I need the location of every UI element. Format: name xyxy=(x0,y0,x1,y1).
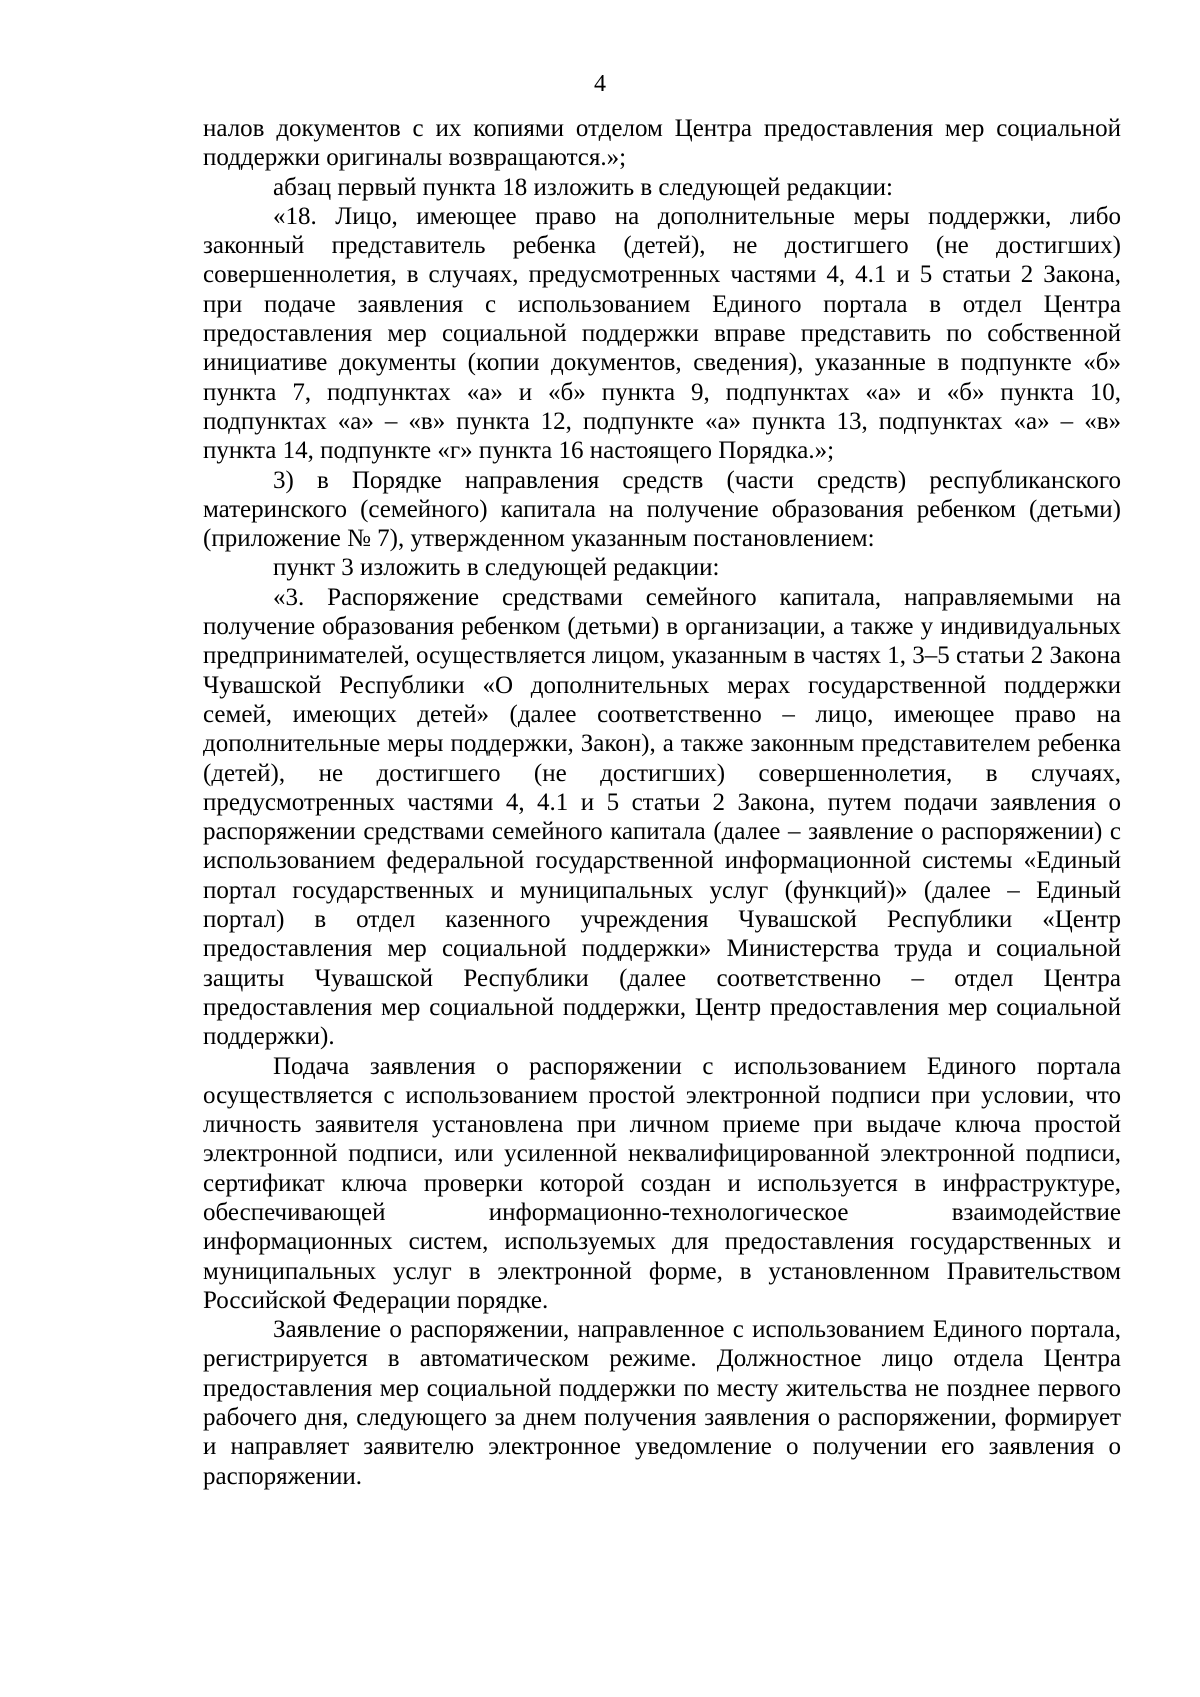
paragraph: абзац первый пункта 18 изложить в следующей редакции: xyxy=(273,173,893,201)
paragraph: «3. Распоряжение средствами семейного капитала, направляемыми на получение образования ребенком (детьми) в организации, а также у индивидуальных предпринимателей, осуществляется лицом, указанным в частях 1, 3–5 статьи 2 Закона Чувашской Республики «О дополнительных мерах государственной поддержки семей, имеющих детей» (далее соответственно – лицо, имеющее право на дополнительные меры поддержки, Закон), а также законным представителем ребенка (детей), не достигшего (не достигших) совершеннолетия, в случаях, предусмотренных частями 4, 4.1 и 5 статьи 2 Закона, путем подачи заявления о распоряжении средствами семейного капитала (далее – заявление о распоряжении) с использованием федеральной государственной информационной системы «Единый портал государственных и муниципальных услуг (функций)» (далее – Единый портал) в отдел казенного учреждения Чувашской Республики «Центр предоставления мер социальной поддержки» Министерства труда и социальной защиты Чувашской Республики (далее соответственно – отдел Центра предоставления мер социальной поддержки, Центр предоставления мер социальной поддержки). xyxy=(203,583,1121,1051)
paragraph: пункт 3 изложить в следующей редакции: xyxy=(273,554,720,582)
paragraph-continuation: налов документов с их копиями отделом Центра предоставления мер социальной поддержки оригиналы возвращаются.»; xyxy=(203,115,1121,172)
paragraph: «18. Лицо, имеющее право на дополнительные меры поддержки, либо законный представитель ребенка (детей), не достигшего (не достигших) совершеннолетия, в случаях, предусмотренных частями 4, 4.1 и 5 статьи 2 Закона, при подаче заявления с использованием Единого портала в отдел Центра предоставления мер социальной поддержки вправе представить по собственной инициативе документы (копии документов, сведения), указанные в подпункте «б» пункта 7, подпунктах «а» и «б» пункта 9, подпунктах «а» и «б» пункта 10, подпунктах «а» – «в» пункта 12, подпункте «а» пункта 13, подпунктах «а» – «в» пункта 14, подпункте «г» пункта 16 настоящего Порядка.»; xyxy=(203,202,1121,465)
page-number: 4 xyxy=(594,71,606,97)
paragraph: Заявление о распоряжении, направленное с использованием Единого портала, регистрируется в автоматическом режиме. Должностное лицо отдела Центра предоставления мер социальной поддержки по месту жительства не позднее первого рабочего дня, следующего за днем получения заявления о распоряжении, формирует и направляет заявителю электронное уведомление о получении его заявления о распоряжении. xyxy=(203,1316,1121,1490)
paragraph: Подача заявления о распоряжении с использованием Единого портала осуществляется с использованием простой электронной подписи при условии, что личность заявителя установлена при личном приеме при выдаче ключа простой электронной подписи, или усиленной неквалифицированной электронной подписи, сертификат ключа проверки которой создан и используется в инфраструктуре, обеспечивающей информационно-технологическое взаимодействие информационных систем, используемых для предоставления государственных и муниципальных услуг в электронной форме, в установленном Правительством Российской Федерации порядке. xyxy=(203,1052,1121,1314)
document-body xyxy=(203,114,1121,1491)
paragraph: 3) в Порядке направления средств (части средств) республиканского материнского (семейного) капитала на получение образования ребенком (детьми) (приложение № 7), утвержденном указанным постановлением: xyxy=(203,466,1121,553)
